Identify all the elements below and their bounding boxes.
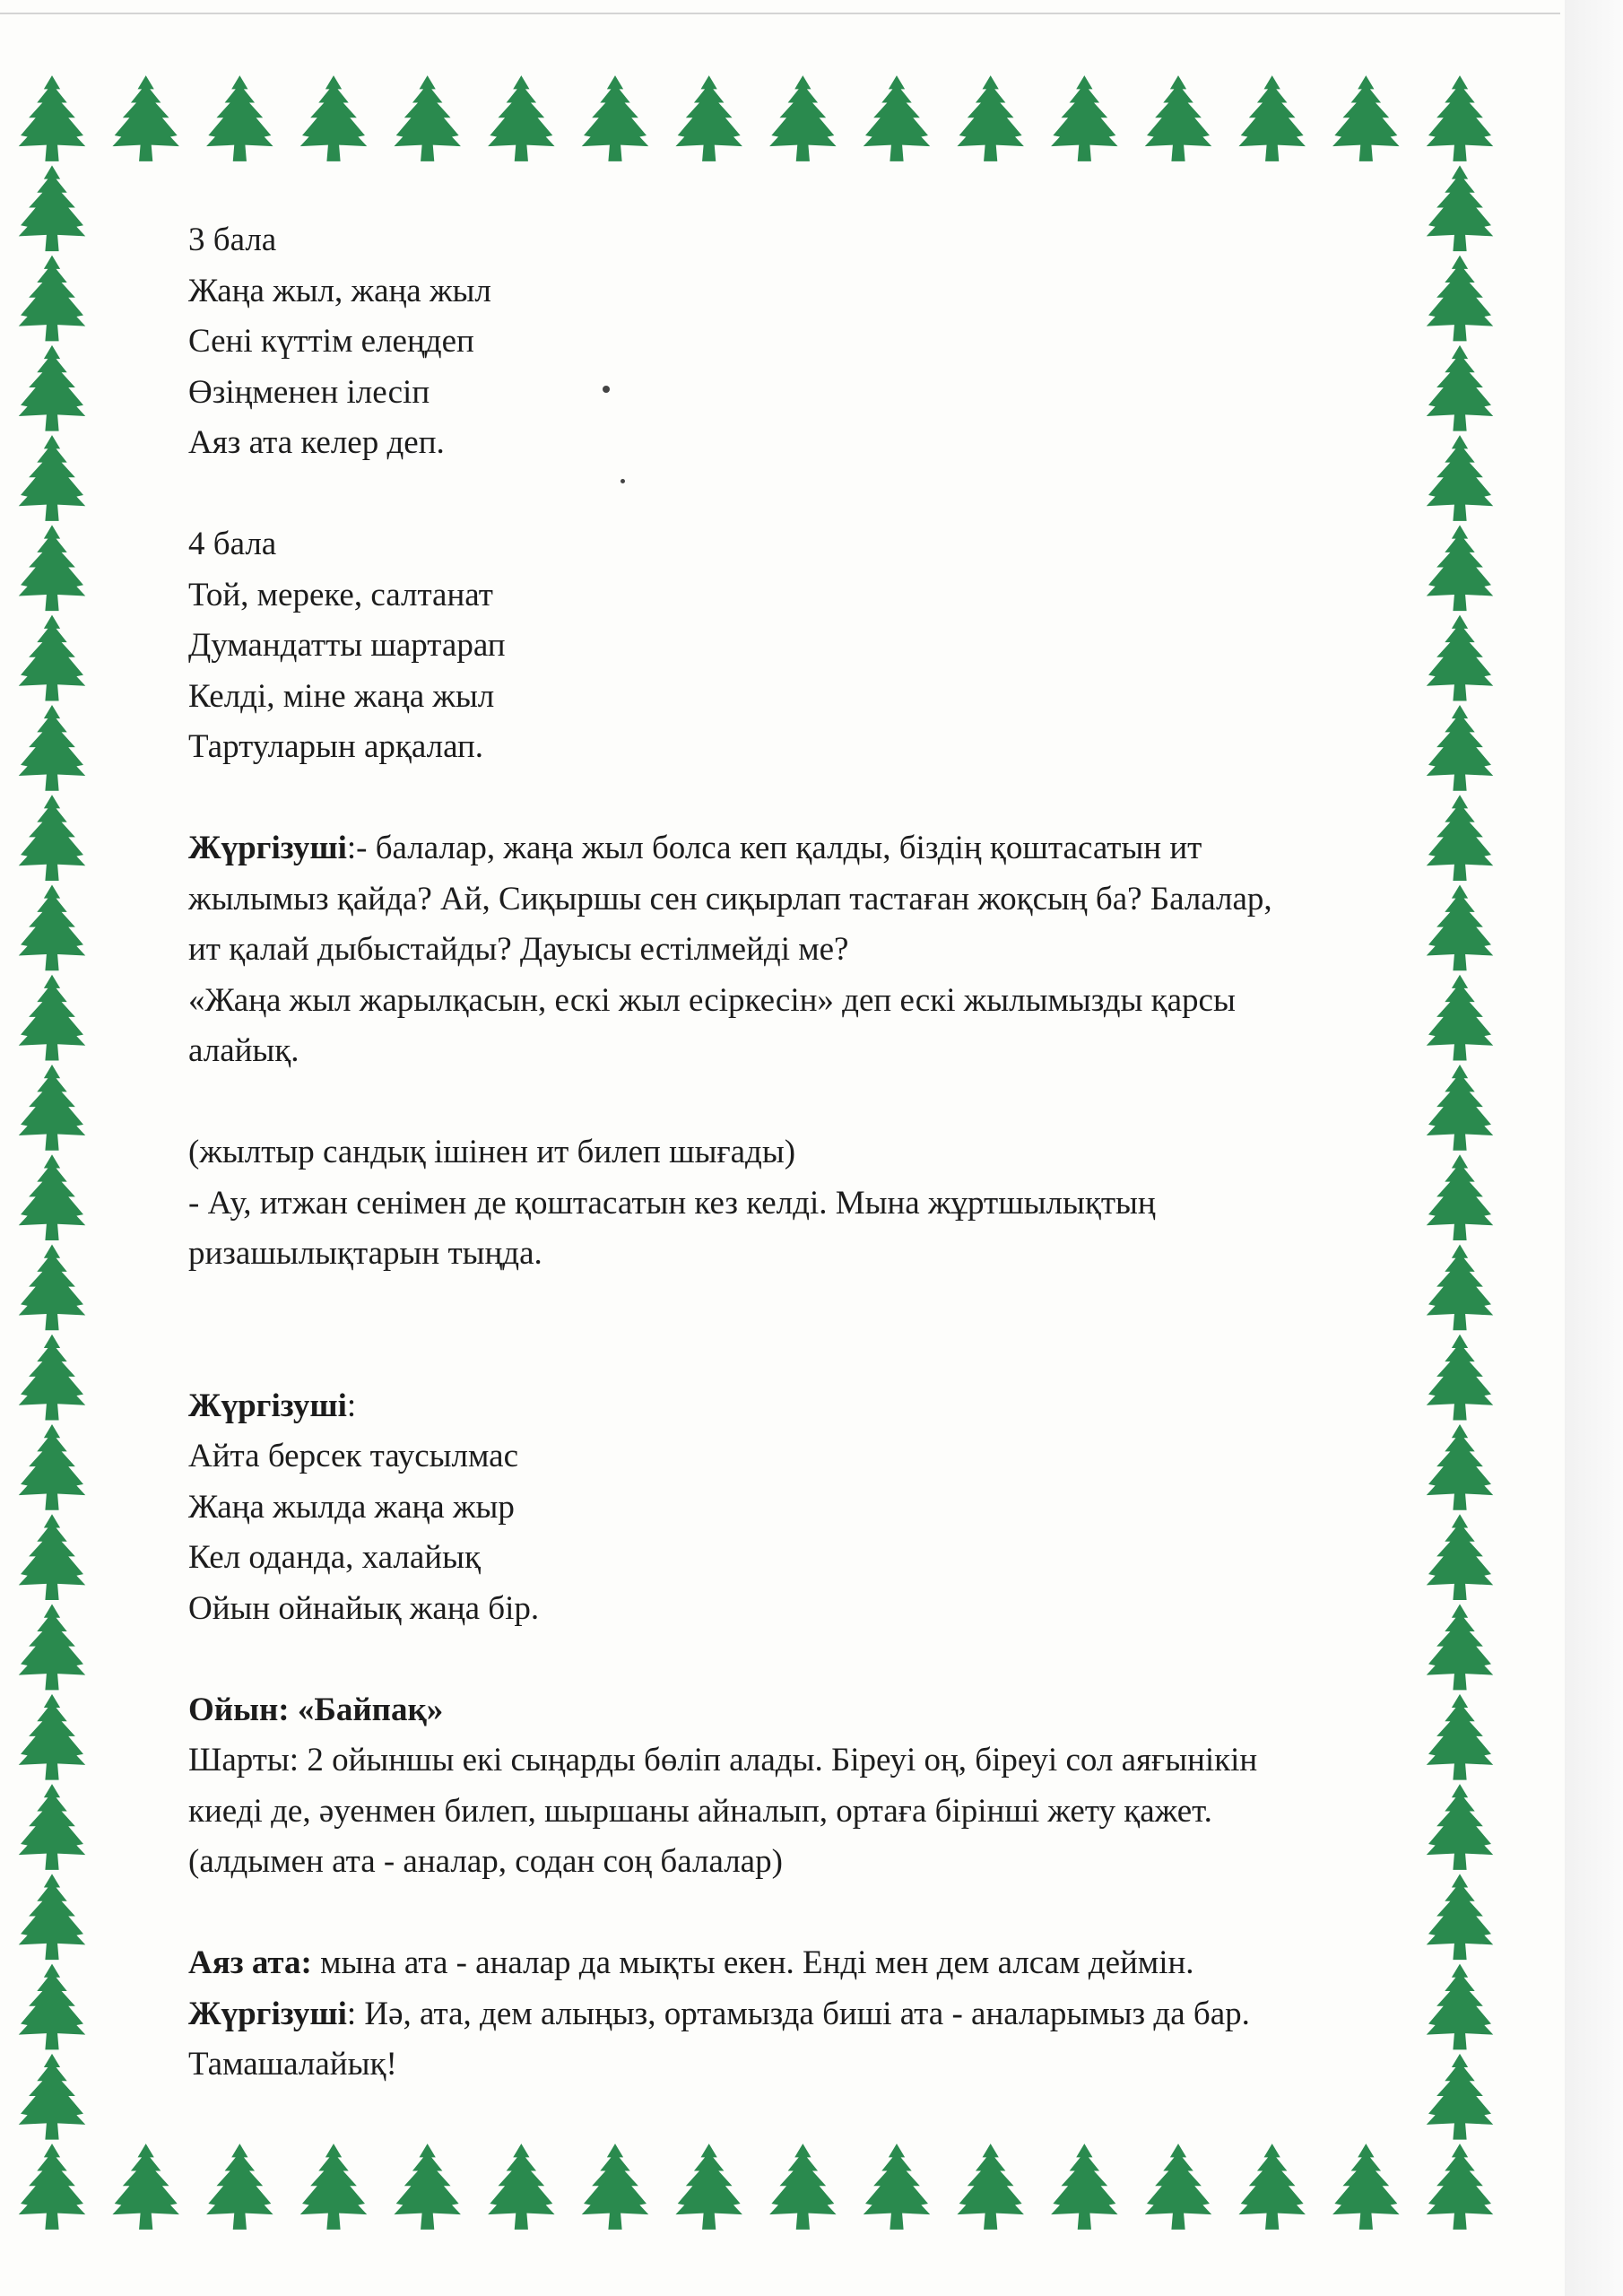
fir-tree-icon — [19, 1424, 85, 1510]
host-speech-line: алайық. — [188, 1032, 299, 1069]
fir-tree-icon — [675, 75, 742, 161]
fir-tree-icon — [300, 75, 367, 161]
fir-tree-icon — [864, 2144, 930, 2230]
host-verse-line: Айта берсек таусылмас — [188, 1438, 519, 1474]
fir-tree-icon — [488, 75, 554, 161]
fir-tree-icon — [19, 1784, 85, 1870]
fir-tree-icon — [1332, 75, 1399, 161]
fir-tree-icon — [582, 2144, 648, 2230]
host-speech-line: «Жаңа жыл жарылқасын, ескі жыл есіркесін» деп ескі жылымызды қарсы — [188, 981, 1236, 1019]
fir-tree-icon — [112, 75, 178, 161]
fir-tree-icon — [112, 2144, 178, 2230]
host-speech-1 — [188, 823, 1444, 874]
host-speaker: Жүргізуші — [188, 1995, 347, 2032]
host-speaker: Жүргізуші — [188, 1387, 347, 1424]
verse-4-line: Келді, міне жаңа жыл — [188, 677, 495, 715]
fir-tree-icon — [206, 75, 273, 161]
fir-tree-icon — [957, 2144, 1023, 2230]
verse-3-line: Жаңа жыл, жаңа жыл — [188, 272, 491, 309]
fir-tree-icon — [19, 2054, 85, 2140]
fir-tree-icon — [206, 2144, 273, 2230]
fir-tree-icon — [19, 1154, 85, 1240]
host-verse-line: Ойын ойнайық жаңа бір. — [188, 1589, 540, 1627]
fir-tree-icon — [1238, 75, 1305, 161]
host-verse-line: Жаңа жылда жаңа жыр — [188, 1488, 515, 1526]
game-rule-line: киеді де, әуенмен билеп, шыршаны айналып, ортаға бірінші жету қажет. — [188, 1792, 1212, 1830]
host-speech-line: жылымыз қайда? Ай, Сиқыршы сен сиқырлап тастаған жоқсың ба? Балалар, — [188, 880, 1272, 918]
fir-tree-icon — [19, 345, 85, 431]
host-speaker: Жүргізуші — [188, 830, 347, 866]
verse-3-line: Аяз ата келер деп. — [188, 424, 445, 461]
fir-tree-icon — [19, 884, 85, 970]
fir-tree-icon — [1145, 2144, 1211, 2230]
fir-tree-icon — [1051, 2144, 1117, 2230]
dialog-line-host — [188, 1989, 1444, 2040]
host-speech-line: ит қалай дыбыстайды? Дауысы естілмейді ме? — [188, 931, 849, 968]
fir-tree-icon — [19, 1335, 85, 1421]
fir-tree-icon — [1332, 2144, 1399, 2230]
fir-tree-icon — [488, 2144, 554, 2230]
fir-tree-icon — [1427, 75, 1493, 161]
fir-tree-icon — [19, 1245, 85, 1331]
fir-tree-icon — [1145, 75, 1211, 161]
fir-tree-icon — [19, 435, 85, 521]
document-body — [188, 215, 1444, 2091]
santa-speaker: Аяз ата: — [188, 1944, 312, 1981]
game-rule-line: (алдымен ата - аналар, содан соң балалар) — [188, 1843, 783, 1880]
stage-line: ризашылықтарын тыңда. — [188, 1235, 542, 1272]
fir-tree-icon — [300, 2144, 367, 2230]
verse-3-speaker: 3 бала — [188, 222, 277, 258]
fir-tree-icon — [1427, 2144, 1493, 2230]
fir-tree-icon — [769, 75, 836, 161]
fir-tree-icon — [19, 615, 85, 701]
host-speech-lead: :- балалар, жаңа жыл болса кеп қалды, біздің қоштасатын ит — [346, 830, 1202, 866]
santa-speech: мына ата - аналар да мықты екен. Енді мен дем алсам деймін. — [311, 1944, 1194, 1981]
fir-tree-icon — [957, 75, 1023, 161]
fir-tree-icon — [19, 75, 85, 161]
fir-tree-icon — [19, 1065, 85, 1151]
verse-4-speaker: 4 бала — [188, 526, 277, 562]
verse-4-line: Думандатты шартарап — [188, 627, 506, 664]
fir-tree-icon — [582, 75, 648, 161]
verse-3-line: Сені күттім елеңдеп — [188, 323, 474, 360]
dialog-line-santa — [188, 1938, 1444, 1989]
game-rule-line: Шарты: 2 ойыншы екі сыңарды бөліп алады. Біреуі оң, біреуі сол аяғынікін — [188, 1742, 1258, 1779]
fir-tree-icon — [1051, 75, 1117, 161]
fir-tree-icon — [675, 2144, 742, 2230]
verse-4-line: Той, мереке, салтанат — [188, 576, 493, 613]
host-verse-line: Кел оданда, халайық — [188, 1539, 481, 1576]
fir-tree-icon — [19, 975, 85, 1061]
fir-tree-icon — [864, 75, 930, 161]
fir-tree-icon — [394, 2144, 460, 2230]
fir-tree-icon — [19, 705, 85, 791]
game-title: Ойын: «Байпақ» — [188, 1691, 444, 1728]
fir-tree-icon — [394, 75, 460, 161]
fir-tree-icon — [19, 525, 85, 611]
fir-tree-icon — [19, 2144, 85, 2230]
verse-3-line: Өзіңменен ілесіп — [188, 373, 430, 411]
host-speech-2 — [188, 1381, 1444, 1432]
fir-tree-icon — [19, 795, 85, 881]
stage-line: - Ау, итжан сенімен де қоштасатын кез келді. Мына жұртшылықтың — [188, 1184, 1156, 1222]
fir-tree-icon — [19, 1964, 85, 2050]
fir-tree-icon — [19, 256, 85, 342]
host-speech: : Иә, ата, дем алыңыз, ортамызда биші ата - аналарымыз да бар. — [346, 1995, 1250, 2032]
verse-4-line: Тартуларын арқалап. — [188, 728, 484, 765]
fir-tree-icon — [769, 2144, 836, 2230]
stage-direction: (жылтыр сандық ішінен ит билеп шығады) — [188, 1134, 796, 1170]
fir-tree-icon — [19, 1694, 85, 1780]
host-colon: : — [346, 1387, 357, 1424]
fir-tree-icon — [1238, 2144, 1305, 2230]
fir-tree-icon — [19, 165, 85, 251]
dialog-line-end: Тамашалайық! — [188, 2046, 397, 2083]
fir-tree-icon — [19, 1514, 85, 1600]
fir-tree-icon — [19, 1874, 85, 1960]
fir-tree-icon — [19, 1605, 85, 1691]
